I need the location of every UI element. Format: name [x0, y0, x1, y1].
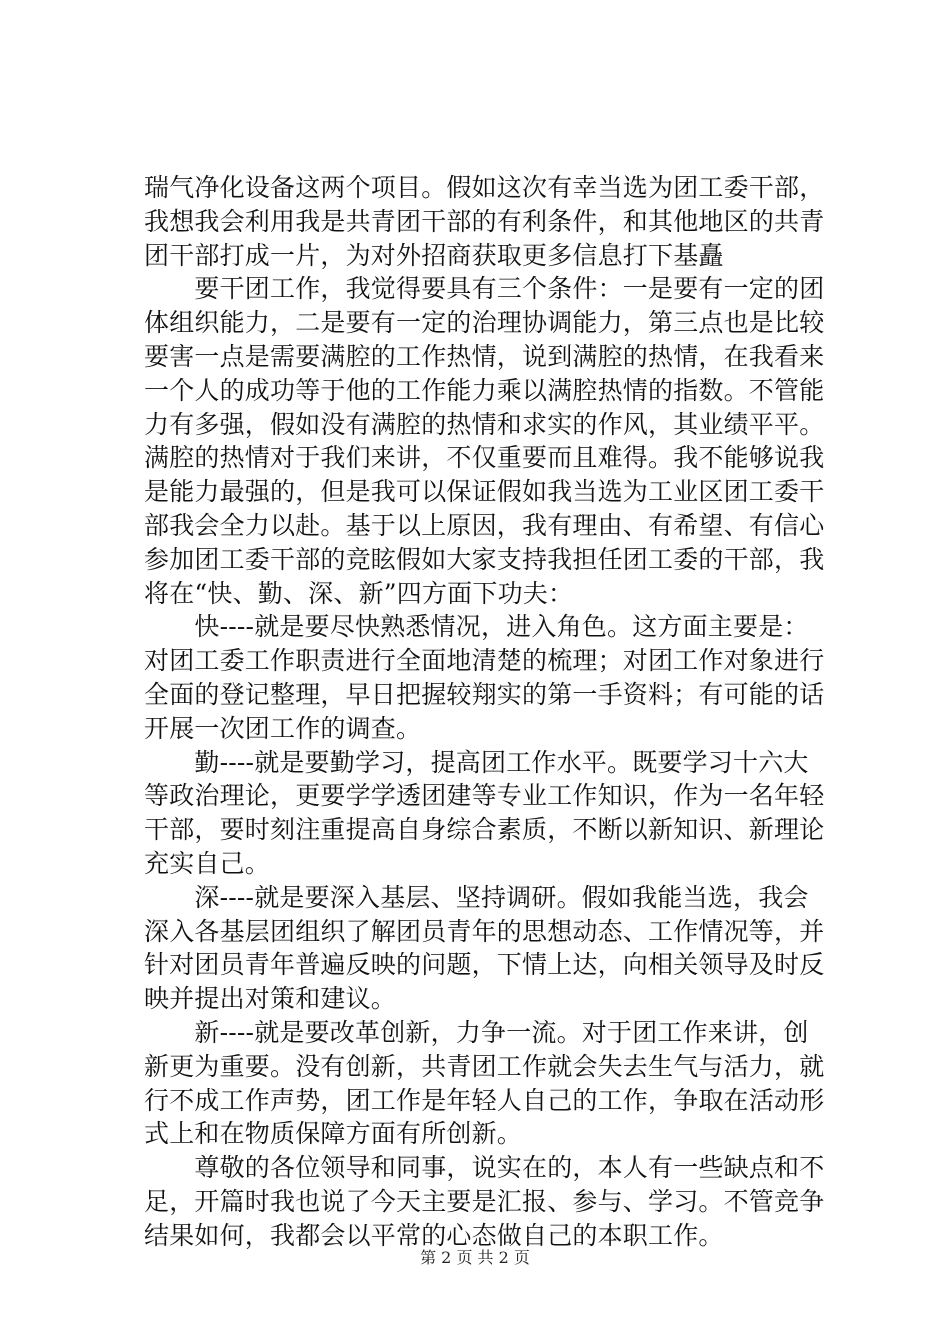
text-line: 深----就是要深入基层、坚持调研。假如我能当选，我会: [144, 882, 809, 912]
text-line: 瑞气净化设备这两个项目。假如这次有幸当选为团工委干部，: [144, 173, 825, 202]
text-line: 等政治理论，更要学学透团建等专业工作知识，作为一名年轻: [144, 781, 825, 811]
text-line: 满腔的热情对于我们来讲，不仅重要而且难得。我不能够说我: [144, 443, 825, 473]
text-line: 新----就是要改革创新，力争一流。对于团工作来讲，创: [144, 1017, 809, 1047]
text-line: 足，开篇时我也说了今天主要是汇报、参与、学习。不管竞争: [144, 1186, 825, 1216]
text-line: 部我会全力以赴。基于以上原因，我有理由、有希望、有信心: [144, 510, 825, 540]
text-line: 快----就是要尽快熟悉情况，进入角色。这方面主要是：: [144, 612, 809, 642]
text-line: 开展一次团工作的调查。: [144, 713, 422, 743]
text-line: 全面的登记整理，早日把握较翔实的第一手资料；有可能的话: [144, 679, 825, 709]
text-line: 行不成工作声势，团工作是年轻人自己的工作，争取在活动形: [144, 1085, 825, 1115]
page-footer: [0, 1245, 950, 1268]
text-line: 一个人的成功等于他的工作能力乘以满腔热情的指数。不管能: [144, 375, 825, 405]
text-line: 要害一点是需要满腔的工作热情，说到满腔的热情，在我看来: [144, 341, 825, 371]
text-line: 深入各基层团组织了解团员青年的思想动态、工作情况等，并: [144, 916, 825, 946]
page-number-label: 第 2 页 共 2 页: [420, 1248, 530, 1267]
text-line: 参加团工委干部的竞眩假如大家支持我担任团工委的干部，我: [144, 544, 825, 574]
text-line: 式上和在物质保障方面有所创新。: [144, 1119, 523, 1149]
text-line: 我想我会利用我是共青团干部的有利条件，和其他地区的共青: [144, 206, 825, 236]
text-line: 要干团工作，我觉得要具有三个条件：一是要有一定的团: [144, 274, 825, 304]
text-line: 将在“快、勤、深、新”四方面下功夫：: [144, 578, 574, 608]
text-line: 是能力最强的，但是我可以保证假如我当选为工业区团工委干: [144, 477, 825, 507]
text-line: 对团工委工作职责进行全面地清楚的梳理；对团工作对象进行: [144, 646, 825, 676]
text-line: 针对团员青年普遍反映的问题，下情上达，向相关领导及时反: [144, 950, 825, 980]
text-line: 映并提出对策和建议。: [144, 984, 397, 1014]
text-line: 力有多强，假如没有满腔的热情和求实的作风，其业绩平平。: [144, 409, 825, 439]
text-line: 干部，要时刻注重提高自身综合素质，不断以新知识、新理论: [144, 815, 825, 845]
text-line: 团干部打成一片，为对外招商获取更多信息打下基矗: [144, 240, 724, 270]
text-line: 结果如何，我都会以平常的心态做自己的本职工作。: [144, 1220, 724, 1250]
document-body: [144, 171, 824, 1253]
text-line: 体组织能力，二是要有一定的治理协调能力，第三点也是比较: [144, 308, 825, 338]
text-line: 尊敬的各位领导和同事，说实在的，本人有一些缺点和不: [144, 1153, 825, 1183]
text-line: 新更为重要。没有创新，共青团工作就会失去生气与活力，就: [144, 1051, 825, 1081]
text-line: 充实自己。: [144, 848, 271, 878]
text-line: 勤----就是要勤学习，提高团工作水平。既要学习十六大: [144, 747, 809, 777]
